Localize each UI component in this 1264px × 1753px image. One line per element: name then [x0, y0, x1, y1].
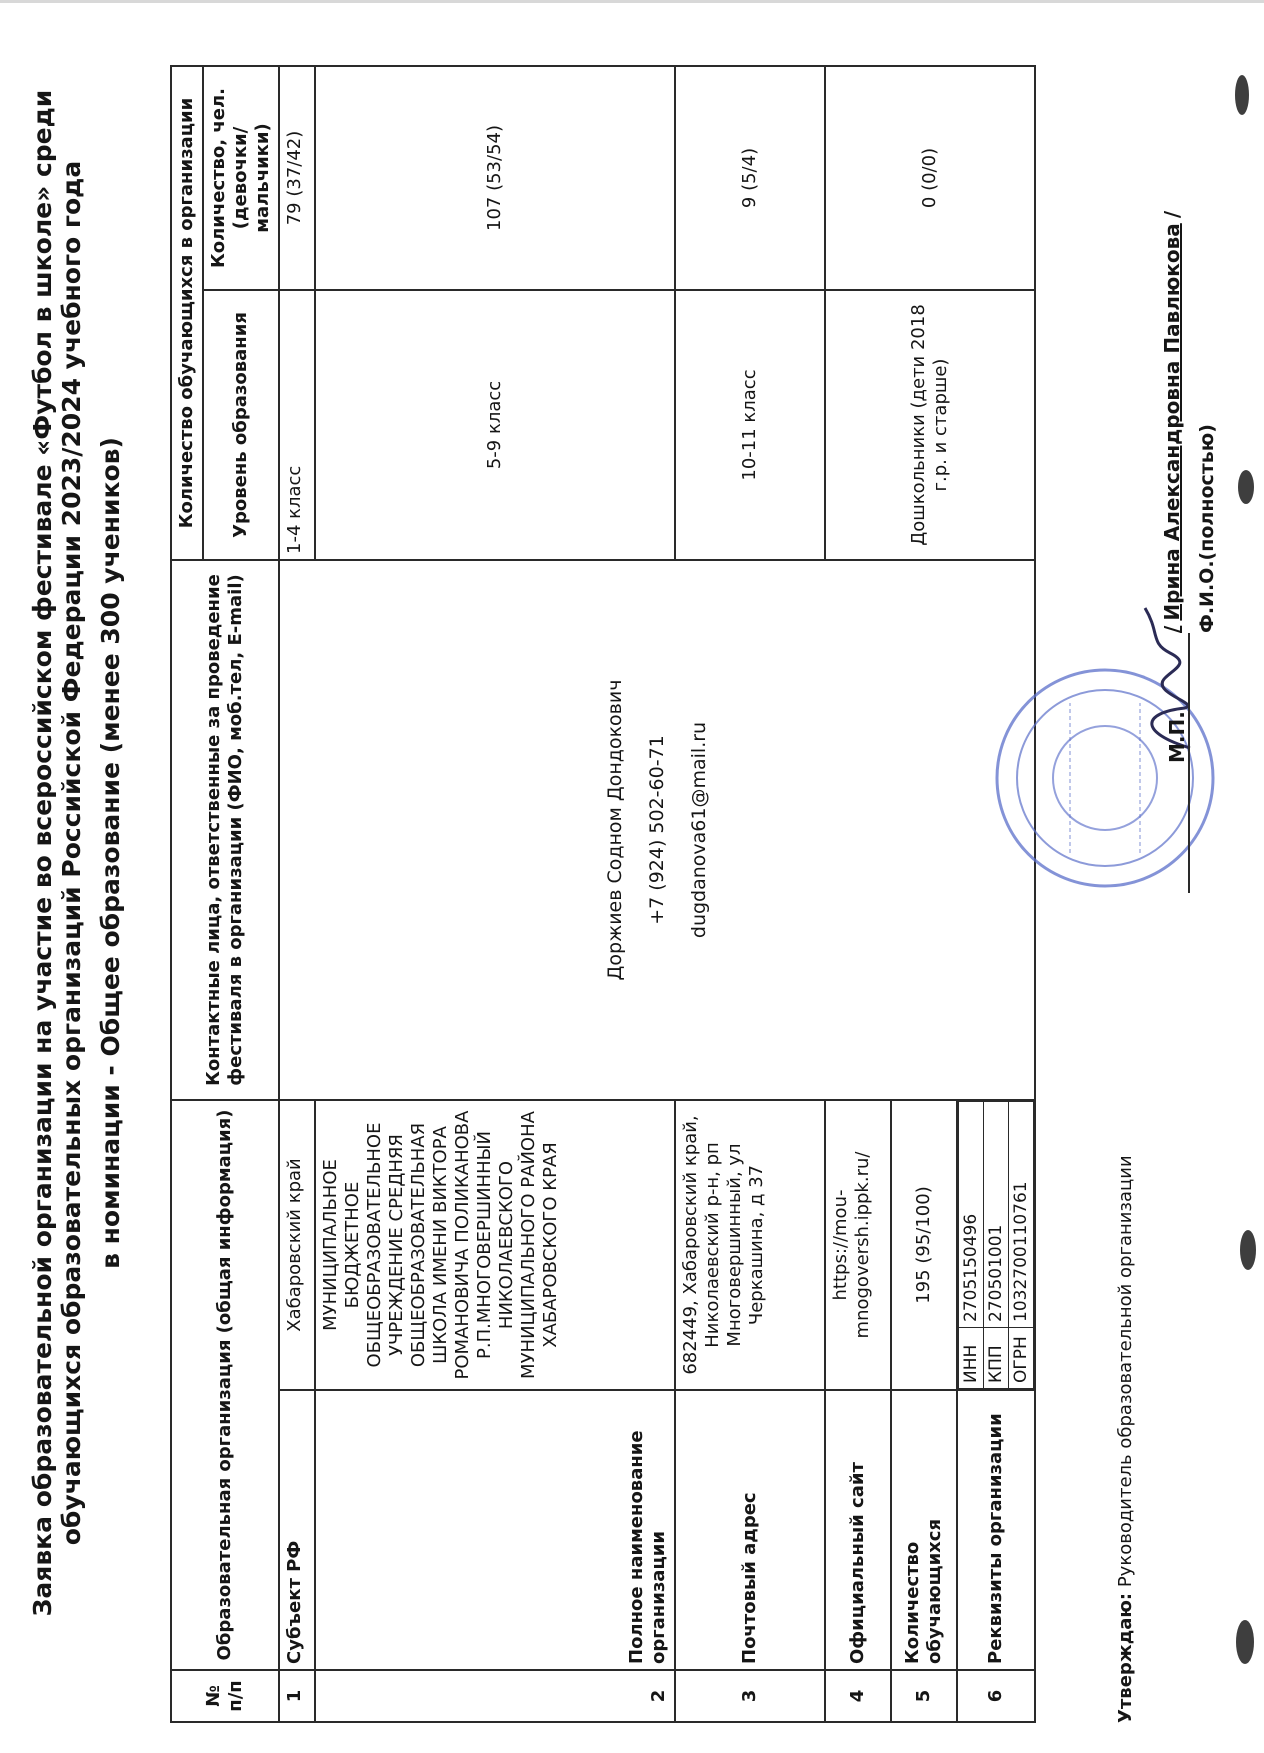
row-num: 1 — [279, 1670, 315, 1722]
slash-right: / — [1160, 210, 1184, 219]
requisite-key: ИНН — [959, 1328, 984, 1389]
row-value: МУНИЦИПАЛЬНОЕ БЮДЖЕТНОЕ ОБЩЕОБРАЗОВАТЕЛЬНОЕ УЧРЕЖДЕНИЕ СРЕДНЯЯ ОБЩЕОБРАЗОВАТЕЛЬНАЯ ШКОЛА ИМЕНИ ВИКТОРА РОМАНОВИЧА ПОЛИКАНОВА Р.П.МНОГОВЕРШИННЫЙ НИКОЛАЕВСКОГО МУНИЦИПАЛЬНОГО РАЙОНА ХАБАРОВСКОГО КРАЯ — [315, 1100, 675, 1390]
row-value: Хабаровский край — [279, 1100, 315, 1390]
row-num: 5 — [891, 1670, 957, 1722]
contact-email: dugdanova61@mail.ru — [688, 721, 710, 939]
row-label: Количество обучающихся — [891, 1390, 957, 1670]
level-cell: 1-4 класс — [279, 290, 315, 560]
row-label: Полное наименование организации — [315, 1390, 675, 1670]
header-students: Количество обучающихся в организации — [171, 66, 203, 560]
row-label: Почтовый адрес — [675, 1390, 825, 1670]
row-value: 195 (95/100) — [891, 1100, 957, 1390]
requisites-table — [958, 1101, 1034, 1389]
title-main: Заявка образовательной организации на участие во всероссийском фестивале «Футбол в школе» среди обучающихся образовательных организаций Российской Федерации 2023/2024 учебного года — [28, 89, 86, 1617]
requisite-key: КПП — [984, 1328, 1009, 1389]
fio-caption: Ф.И.О.(полностью) — [1196, 424, 1218, 633]
row-num: 6 — [957, 1670, 1035, 1722]
approval-text: Руководитель образовательной организации — [1115, 1155, 1136, 1588]
count-cell: 107 (53/54) — [315, 66, 675, 290]
count-cell: 0 (0/0) — [825, 66, 1035, 290]
row-num: 3 — [675, 1670, 825, 1722]
title-nomination: в номинации - Общее образование (менее 300 учеников) — [96, 437, 125, 1269]
header-org: Образовательная организация (общая информация) — [171, 1100, 279, 1670]
row-label: Субъект РФ — [279, 1390, 315, 1670]
header-level: Уровень образования — [203, 290, 279, 560]
contact-phone: +7 (924) 502-60-71 — [646, 735, 668, 925]
level-cell: 10-11 класс — [675, 290, 825, 560]
document-title — [28, 73, 125, 1633]
row-num: 2 — [315, 1670, 675, 1722]
count-cell: 9 (5/4) — [675, 66, 825, 290]
contact-name: Доржиев Содном Дондокович — [604, 679, 626, 981]
slash-left: / — [1160, 625, 1184, 633]
approval-line — [1115, 1023, 1137, 1723]
application-table — [170, 65, 1036, 1723]
row-num: 4 — [825, 1670, 891, 1722]
row-label: Официальный сайт — [825, 1390, 891, 1670]
level-cell: 5-9 класс — [315, 290, 675, 560]
requisites-cell — [957, 1100, 1035, 1390]
requisite-value: 1032700110761 — [1009, 1102, 1034, 1328]
header-count: Количество, чел. (девочки/ мальчики) — [203, 66, 279, 290]
requisite-key: ОГРН — [1009, 1328, 1034, 1389]
director-name: Ирина Александровна Павлюкова — [1160, 223, 1184, 621]
header-contacts: Контактные лица, ответственные за проведение фестиваля в организации (ФИО, моб.тел, E-mail) — [171, 560, 279, 1100]
director-fio-block — [1160, 133, 1218, 633]
approval-bold: Утверждаю: — [1115, 1592, 1136, 1723]
level-cell: Дошкольники (дети 2018 г.р. и старше) — [825, 290, 1035, 560]
signature-blank-line — [1188, 633, 1190, 893]
requisite-value: 2705150496 — [959, 1102, 984, 1328]
row-value: https://mou-mnogoversh.ippk.ru/ — [825, 1100, 891, 1390]
count-cell: 79 (37/42) — [279, 66, 315, 290]
requisite-value: 270501001 — [984, 1102, 1009, 1328]
seal-place-label: М.П. — [1165, 711, 1189, 763]
row-value: 682449, Хабаровский край, Николаевский р-н, рп Многовершинный, ул Черкашина, д 37 — [675, 1100, 825, 1390]
header-num: № п/п — [171, 1670, 279, 1722]
contacts-cell — [279, 560, 1035, 1100]
row-label: Реквизиты организации — [957, 1390, 1035, 1670]
